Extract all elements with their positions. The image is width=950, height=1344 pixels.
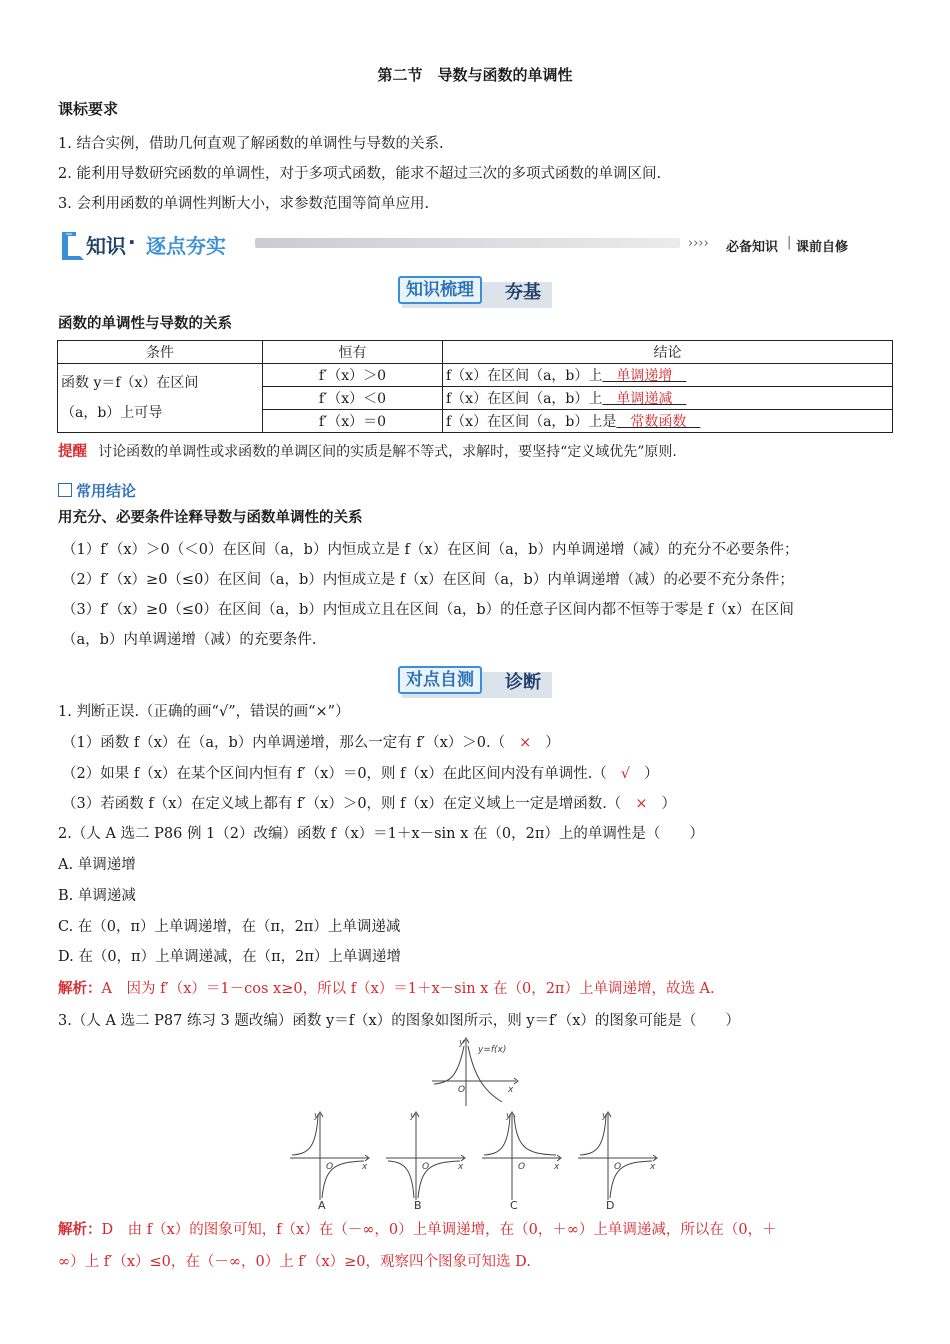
banner-dot: · xyxy=(128,230,136,254)
conclusion-cell xyxy=(443,387,893,410)
q1-item: （1）函数 f（x）在（a，b）内单调递增，那么一定有 f′（x）＞0.（ × ） xyxy=(62,735,560,751)
condition-line: （a，b）上可导 xyxy=(61,405,163,421)
checkbox-icon xyxy=(58,483,72,497)
svg-text:y: y xyxy=(314,1111,320,1121)
option-label: B xyxy=(414,1199,422,1212)
banner-right-label: 必备知识 xyxy=(726,240,779,255)
banner-right-sep: | xyxy=(787,235,792,250)
reminder-label: 提醒 xyxy=(58,444,87,460)
svg-text:y: y xyxy=(506,1111,512,1121)
relation-table xyxy=(57,340,893,433)
reminder-text: 讨论函数的单调性或求函数的单调区间的实质是解不等式，求解时，要坚持“定义域优先”原则. xyxy=(98,444,677,460)
origin-label: O xyxy=(458,1085,466,1095)
banner-main: 知识 xyxy=(86,234,126,258)
option-graphs xyxy=(288,1108,668,1212)
svg-text:x: x xyxy=(362,1162,368,1172)
section-suffix: 夯基 xyxy=(505,282,541,303)
table-header: 条件 xyxy=(58,341,263,364)
option-label: C xyxy=(510,1199,518,1212)
banner-accent: 逐点夯实 xyxy=(146,234,226,258)
svg-text:O: O xyxy=(422,1162,430,1172)
conclusion-cell xyxy=(443,410,893,433)
common-heading: 常用结论 xyxy=(58,480,136,501)
table-row xyxy=(58,364,893,387)
banner-right-label2: 课前自修 xyxy=(796,240,849,255)
common-item: （1）f′（x）＞0（＜0）在区间（a，b）内恒成立是 f（x）在区间（a，b）内单调递增（减）的充分不必要条件； xyxy=(62,542,799,558)
common-subheading: 用充分、必要条件诠释导数与函数单调性的关系 xyxy=(58,510,363,526)
conclusion-text: f（x）在区间（a，b）上是 xyxy=(446,414,617,430)
curve-label: y=f(x) xyxy=(478,1045,507,1055)
answer-blank: 单调递增 xyxy=(602,368,687,384)
table-header-row xyxy=(58,341,893,364)
option-graph-c xyxy=(482,1111,561,1212)
q1-stem: 1. 判断正误.（正确的画“√”，错误的画“×”） xyxy=(58,704,350,720)
svg-text:x: x xyxy=(650,1162,656,1172)
condition-line: 函数 y＝f（x）在区间 xyxy=(61,375,199,391)
knowledge-banner xyxy=(58,228,254,264)
section-label: 对点自测 xyxy=(398,666,482,694)
q3-solution: 解析：D 由 f（x）的图象可知，f（x）在（－∞，0）上单调递增，在（0，＋∞）上单调递减，所以在（0，＋ xyxy=(58,1222,777,1238)
section-suffix: 诊断 xyxy=(505,672,541,693)
axis-label: x xyxy=(508,1085,514,1095)
banner-arrows: ›››› xyxy=(688,236,709,251)
curriculum-heading: 课标要求 xyxy=(58,100,119,118)
q1-mark: × xyxy=(519,735,532,751)
q3-stem: 3.（人 A 选二 P87 练习 3 题改编）函数 y＝f（x）的图象如图所示，则 y＝f′（x）的图象可能是（ ） xyxy=(58,1013,740,1029)
svg-text:O: O xyxy=(326,1162,334,1172)
q3-solution-cont: ∞）上 f′（x）≤0，在（－∞，0）上 f′（x）≥0，观察四个图象可知选 D. xyxy=(58,1254,531,1270)
derivative-cell: f′（x）＜0 xyxy=(263,387,443,410)
common-item: （a，b）内单调递增（减）的充要条件. xyxy=(62,632,317,648)
common-item: （3）f′（x）≥0（≤0）在区间（a，b）内恒成立且在区间（a，b）的任意子区间内都不恒等于零是 f（x）在区间 xyxy=(62,602,794,618)
conclusion-text: f（x）在区间（a，b）上 xyxy=(446,391,603,407)
option-label: D xyxy=(606,1199,615,1212)
banner-divider xyxy=(255,238,680,248)
q2-option: D. 在（0，π）上单调递减，在（π，2π）上单调递增 xyxy=(58,949,401,965)
q2-solution: 解析：A 因为 f′（x）＝1－cos x≥0，所以 f（x）＝1＋x－sin x 在（0，2π）上单调递增，故选 A. xyxy=(58,981,715,997)
svg-text:x: x xyxy=(458,1162,464,1172)
table-title: 函数的单调性与导数的关系 xyxy=(58,316,232,332)
derivative-cell: f′（x）＝0 xyxy=(263,410,443,433)
option-graph-b xyxy=(386,1111,465,1212)
curriculum-item: 2. 能利用导数研究函数的单调性，对于多项式函数，能求不超过三次的多项式函数的单调区间. xyxy=(58,166,662,182)
q2-option: B. 单调递减 xyxy=(58,888,136,904)
section-label: 知识梳理 xyxy=(398,276,482,304)
svg-text:y: y xyxy=(410,1111,416,1121)
answer-blank: 单调递减 xyxy=(602,391,687,407)
q2-stem: 2.（人 A 选二 P86 例 1（2）改编）函数 f（x）＝1＋x－sin x 在（0，2π）上的单调性是（ ） xyxy=(58,826,704,842)
svg-text:O: O xyxy=(518,1162,526,1172)
option-label: A xyxy=(318,1199,326,1212)
q1-mark: × xyxy=(635,796,648,812)
main-graph xyxy=(428,1036,524,1108)
table-header: 结论 xyxy=(443,341,893,364)
q1-mark: √ xyxy=(620,766,631,782)
axis-label: y xyxy=(459,1038,465,1048)
curriculum-item: 3. 会利用函数的单调性判断大小，求参数范围等简单应用. xyxy=(58,196,430,212)
svg-text:y: y xyxy=(602,1111,608,1121)
derivative-cell: f′（x）＞0 xyxy=(263,364,443,387)
option-graph-d xyxy=(578,1111,657,1212)
common-item: （2）f′（x）≥0（≤0）在区间（a，b）内恒成立是 f（x）在区间（a，b）内单调递增（减）的必要不充分条件； xyxy=(62,572,794,588)
q2-option: A. 单调递增 xyxy=(58,857,136,873)
q1-item: （2）如果 f（x）在某个区间内恒有 f′（x）＝0，则 f（x）在此区间内没有单调性.（ √ ） xyxy=(62,766,659,782)
page-title: 第二节 导数与函数的单调性 xyxy=(377,66,573,84)
curriculum-item: 1. 结合实例，借助几何直观了解函数的单调性与导数的关系. xyxy=(58,136,444,152)
answer-blank: 常数函数 xyxy=(616,414,701,430)
svg-text:x: x xyxy=(554,1162,560,1172)
conclusion-cell xyxy=(443,364,893,387)
q1-item: （3）若函数 f（x）在定义域上都有 f′（x）＞0，则 f（x）在定义域上一定是增函数.（ × ） xyxy=(62,796,676,812)
table-header: 恒有 xyxy=(263,341,443,364)
svg-text:O: O xyxy=(614,1162,622,1172)
q2-option: C. 在（0，π）上单调递增，在（π，2π）上单调递减 xyxy=(58,919,401,935)
reminder xyxy=(58,440,677,461)
condition-cell xyxy=(58,364,263,433)
conclusion-text: f（x）在区间（a，b）上 xyxy=(446,368,603,384)
option-graph-a xyxy=(290,1111,369,1212)
